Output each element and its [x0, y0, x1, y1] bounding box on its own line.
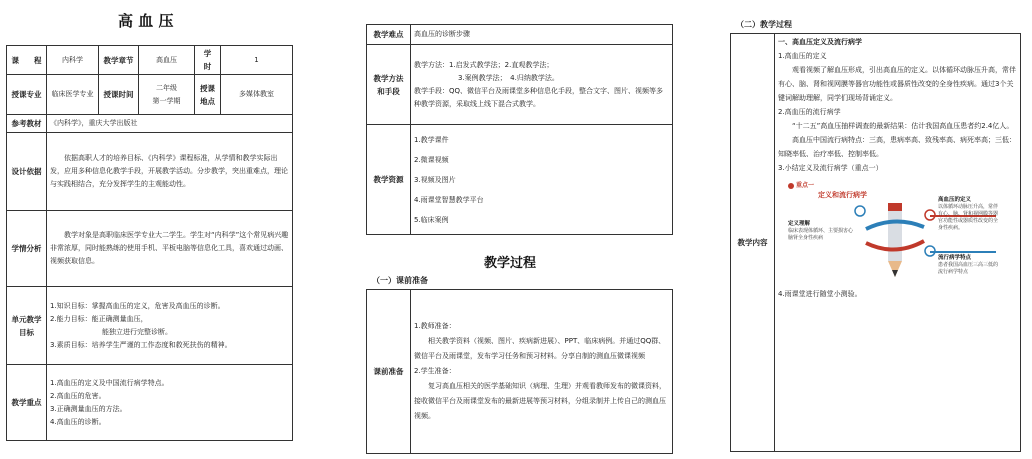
major-value: 临床医学专业	[47, 75, 99, 115]
goal-item: 2.能力目标：能正确测量血压，	[50, 314, 148, 323]
time-line2: 第一学期	[152, 96, 181, 105]
design-paragraph: 依据高职人才的培养目标、《内科学》课程标准，从学情和教学实际出发，应用多种信息化教学手段，开展教学活动。分步教学，突出重难点，理论与实践相结合，充分发挥学生的主观能动性。	[50, 154, 288, 188]
chapter-value: 高血压	[139, 46, 195, 75]
page1-title: 高 血 压	[118, 12, 174, 30]
content-label: 教学内容	[731, 34, 775, 452]
method-line: 教学方法：1.启发式教学法；2.直观教学法；	[414, 60, 554, 69]
hours-value: 1	[221, 46, 293, 75]
resource-item: 1.教学课件	[414, 135, 449, 144]
page3-table	[730, 33, 1021, 452]
key-item: 1.高血压的定义及中国流行病学特点。	[50, 378, 169, 387]
method-line: 教学手段：QQ、微信平台及雨课堂多种信息化手段，整合文字、图片、视频等多种教学资源，采取线上线下混合式教学。	[414, 86, 664, 108]
key-item: 2.高血压的危害。	[50, 391, 106, 400]
figure-tag-text: 重点一	[796, 182, 815, 189]
analysis-paragraph: 教学对象是高职临床医学专业大二学生。学生对“内科学”这个常见病兴趣非常浓厚，同时能熟练的使用手机、平板电脑等信息化工具，喜欢通过动画、视频获取信息。	[50, 231, 289, 265]
design-label: 设计依据	[7, 133, 47, 211]
summary-figure	[784, 177, 1004, 285]
resource-item: 3.视频及图片	[414, 175, 456, 184]
key-text	[47, 365, 293, 441]
figure-left-text: 临床表现体循环、主要损害心脑肾全身性疾病	[788, 228, 854, 241]
figure-left-title: 定义理解	[788, 221, 811, 227]
epi-text-2: 高血压中国流行病特点：三高，患病率高、致残率高、病死率高；三低：知晓率低、治疗率低、控制率低。	[778, 136, 1016, 158]
page2-table-prep	[366, 289, 673, 454]
summary-heading: 3.小结定义及流行病学（重点一）	[778, 164, 883, 172]
place-label: 授课地点	[195, 75, 221, 115]
process-title: 教学过程	[484, 256, 537, 271]
resource-item: 2.微课视频	[414, 155, 449, 164]
difficulty-value: 高血压的诊断步骤	[411, 25, 673, 45]
difficulty-label: 教学难点	[367, 25, 411, 45]
prep-label: 课前准备	[367, 290, 411, 454]
epi-heading: 2.高血压的流行病学	[778, 108, 841, 116]
class-heading: （二）教学过程	[736, 20, 792, 29]
prep-line: 1.教师准备：	[414, 322, 456, 330]
epi-text-1: “十二五”高血压抽样调查的最新结果：估计我国高血压患者约2.4亿人。	[792, 122, 1014, 130]
prep-heading: （一）课前准备	[372, 276, 428, 285]
key-label: 教学重点	[7, 365, 47, 441]
prep-line: 2.学生准备：	[414, 367, 456, 375]
page2-table-top	[366, 24, 673, 235]
design-text	[47, 133, 293, 211]
figure-right2-title: 流行病学特点	[938, 255, 972, 261]
textbook-value: 《内科学》，重庆大学出版社	[47, 115, 293, 133]
course-value: 内科学	[47, 46, 99, 75]
content-text	[775, 34, 1021, 452]
prep-line: 相关教学资料（视频、图片、疾病新进展）、PPT、临床病例。并通过QQ群、微信平台及雨课堂，发布学习任务和预习材料。分享自制的测血压微课视频	[414, 337, 666, 360]
prep-line: 复习高血压相关的医学基础知识（病理、生理）并观看教师发布的微课资料，接收微信平台及雨课堂发布的最新进展等预习材料，分组录制并上传自己的测血压视频。	[414, 382, 666, 420]
figure-right2-box	[938, 255, 1002, 276]
time-label: 授课时间	[99, 75, 139, 115]
resource-item: 4.雨课堂智慧教学平台	[414, 195, 484, 204]
figure-right1-title: 高血压的定义	[938, 197, 972, 203]
time-value	[139, 75, 195, 115]
goals-text	[47, 287, 293, 365]
major-label: 授课专业	[7, 75, 47, 115]
resources-text	[411, 125, 673, 235]
quiz-line: 4.雨课堂进行随堂小测验。	[778, 290, 862, 298]
textbook-label: 参考教材	[7, 115, 47, 133]
figure-left-box	[788, 221, 854, 242]
def-text: 观看视频了解血压形成，引出高血压的定义。以体循环动脉压升高，常伴有心、脑、肾和视网膜等器官功能性或器质性改变的全身性疾病。通过3个关键词解助理解，同学们现场背诵定义。	[778, 66, 1016, 102]
place-value: 多媒体教室	[221, 75, 293, 115]
goal-item: 1.知识目标：掌握高血压的定义，危害及高血压的诊断。	[50, 301, 225, 310]
def-heading: 1.高血压的定义	[778, 52, 827, 60]
goal-item: 能独立进行完整诊断。	[102, 327, 172, 336]
resource-item: 5.临床案例	[414, 215, 449, 224]
figure-right1-box	[938, 197, 1002, 232]
goals-label: 单元教学目标	[7, 287, 47, 365]
figure-title: 定义和流行病学	[818, 191, 867, 199]
chapter-label: 教学章节	[99, 46, 139, 75]
methods-label: 教学方法和手段	[367, 45, 411, 125]
resources-label: 教学资源	[367, 125, 411, 235]
key-item: 3.正确测量血压的方法。	[50, 404, 127, 413]
key-item: 4.高血压的诊断。	[50, 417, 106, 426]
hours-label: 学 时	[195, 46, 221, 75]
time-line1: 二年级	[156, 83, 177, 92]
method-line: 3.案例教学法； 4.归纳教学法。	[458, 73, 559, 82]
section1-heading: 一、高血压定义及流行病学	[778, 38, 862, 46]
course-label: 课 程	[7, 46, 47, 75]
goal-item: 3.素质目标：培养学生严谨的工作态度和救死扶伤的精神。	[50, 340, 232, 349]
page1-table	[6, 45, 293, 441]
analysis-text	[47, 211, 293, 287]
analysis-label: 学情分析	[7, 211, 47, 287]
prep-text	[411, 290, 673, 454]
methods-text	[411, 45, 673, 125]
figure-right2-text: 患者我国高血压三高三低的流行病学特点	[938, 262, 999, 275]
figure-right1-text: 以体循环动脉压升高，常伴有心、脑、肾和视网膜等器官功能性或器质性改变的全身性疾病。	[938, 204, 999, 231]
